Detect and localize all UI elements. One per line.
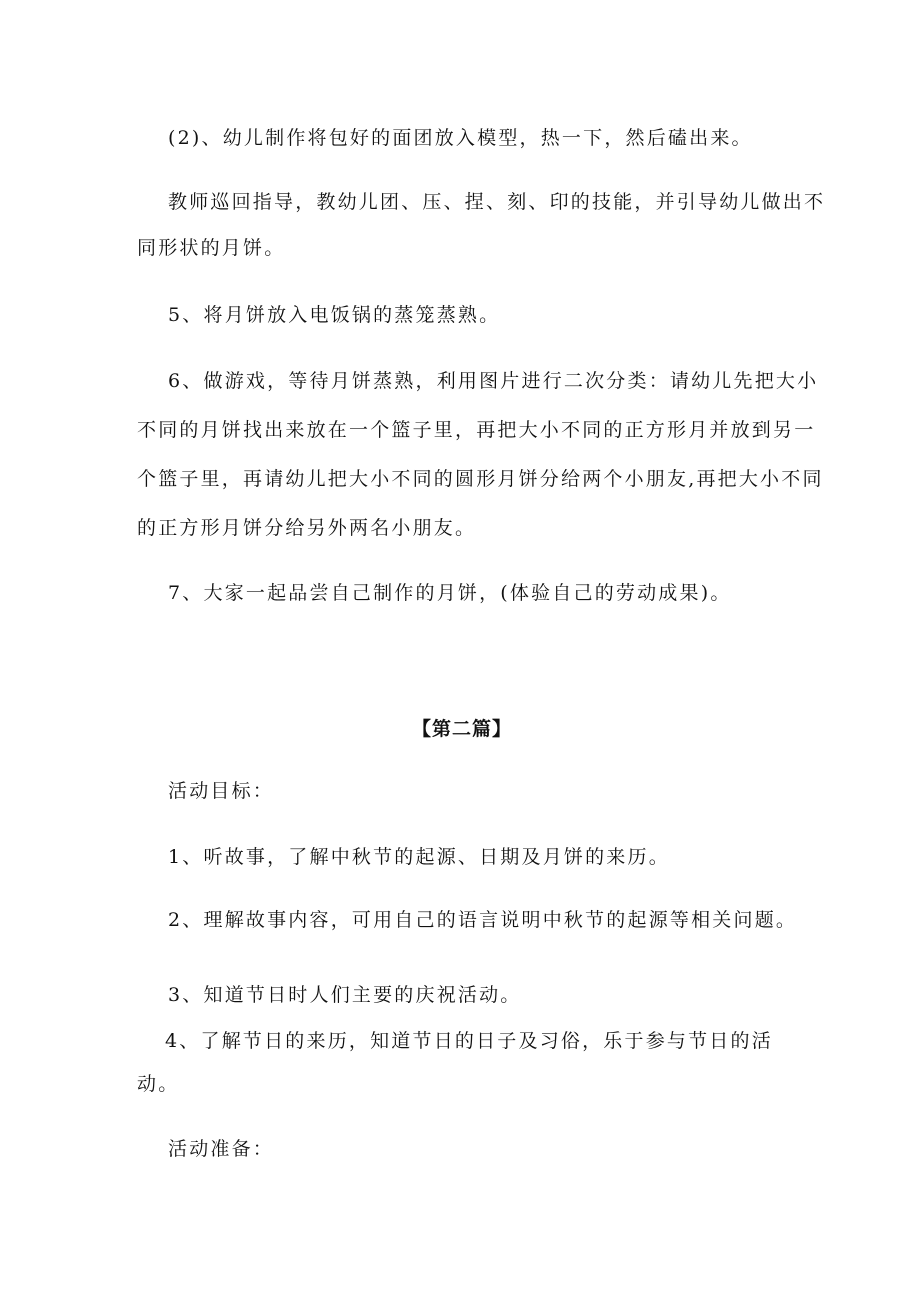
paragraph-teacher-guidance-line-1: 教师巡回指导，教幼儿团、压、捏、刻、印的技能，并引导幼儿做出不 <box>168 191 826 213</box>
activity-preparation-label: 活动准备： <box>168 1138 275 1160</box>
paragraph-step-6-line-3: 个篮子里，再请幼儿把大小不同的圆形月饼分给两个小朋友,再把大小不同 <box>137 468 824 490</box>
goal-4-line-1: 4、了解节日的来历，知道节日的日子及习俗，乐于参与节日的活 <box>165 1030 773 1052</box>
section-heading-part-two: 【第二篇】 <box>412 718 513 740</box>
paragraph-step-6-line-1: 6、做游戏，等待月饼蒸熟，利用图片进行二次分类：请幼儿先把大小 <box>168 370 819 392</box>
goal-1: 1、听故事，了解中秋节的起源、日期及月饼的来历。 <box>168 846 670 868</box>
paragraph-step-7-tasting: 7、大家一起品尝自己制作的月饼，(体验自己的劳动成果)。 <box>168 582 732 604</box>
paragraph-step-6-line-2: 不同的月饼找出来放在一个篮子里，再把大小不同的正方形月并放到另一 <box>137 419 816 441</box>
goal-3: 3、知道节日时人们主要的庆祝活动。 <box>168 984 522 1006</box>
paragraph-teacher-guidance-line-2: 同形状的月饼。 <box>137 237 286 259</box>
paragraph-step-5-steaming: 5、将月饼放入电饭锅的蒸笼蒸熟。 <box>168 304 501 326</box>
goal-4-line-2: 动。 <box>137 1073 180 1095</box>
goal-2: 2、理解故事内容，可用自己的语言说明中秋节的起源等相关问题。 <box>168 909 798 931</box>
activity-goals-label: 活动目标： <box>168 780 275 802</box>
paragraph-step-6-line-4: 的正方形月饼分给另外两名小朋友。 <box>137 517 477 539</box>
paragraph-step-2-molding: (2)、幼儿制作将包好的面团放入模型，热一下，然后磕出来。 <box>168 127 753 149</box>
